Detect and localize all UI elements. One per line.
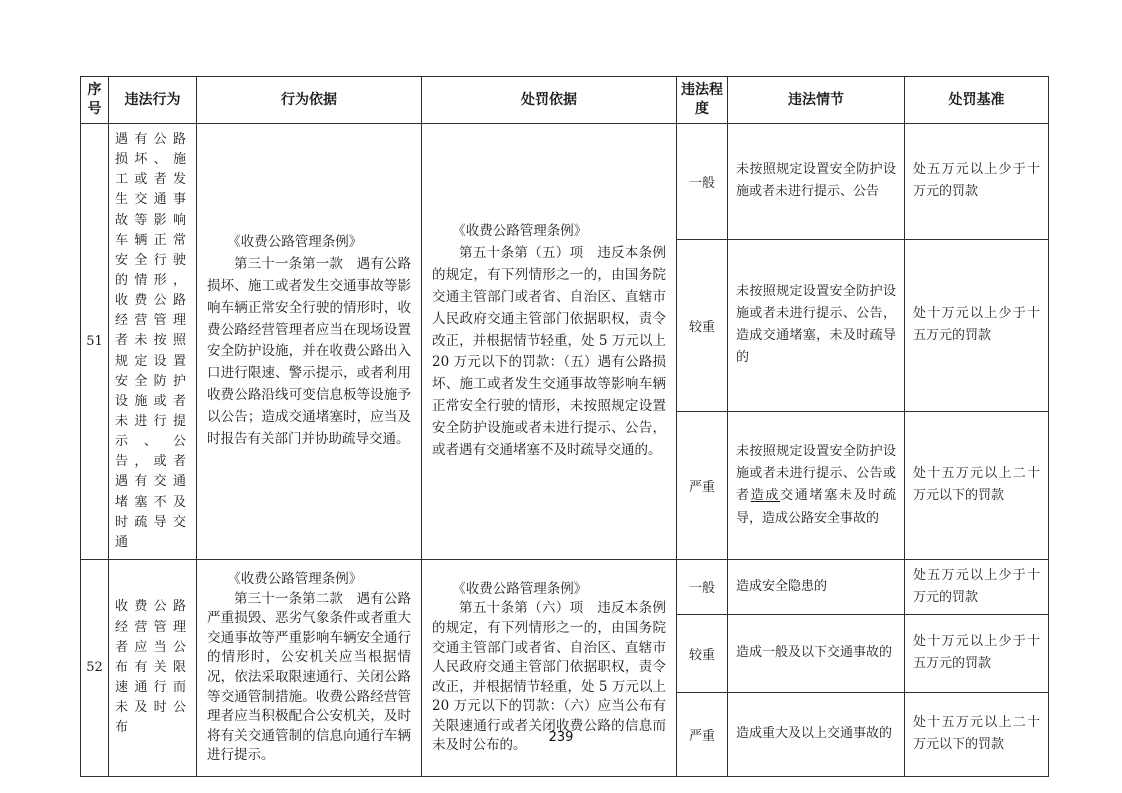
page-number: 239 — [548, 730, 574, 745]
regulation-body: 第五十条第（五）项 违反本条例的规定，有下列情形之一的，由国务院交通主管部门或者省、自治区、直辖市人民政府交通主管部门依据职权，责令改正，并根据情节轻重，处 5 万元以上 20 万元以下的罚款：（五）遇有公路损坏、施工或者发生交通事故等影响车辆正常安全行驶的情形，未按照规定设置安全防护设施或者未进行提示、公告，或者遇有交通堵塞不及时疏导交通的。 — [432, 245, 666, 458]
penalty-standard-cell: 处十五万元以上二十万元以下的罚款 — [905, 692, 1049, 776]
regulation-body: 第三十一条第一款 遇有公路损坏、施工或者发生交通事故等影响车辆正常安全行驶的情形时，收费公路经营管理者应当在现场设置安全防护设施，并在收费公路出入口进行限速、警示提示，或者利用收费公路沿线可变信息板等设施予以公告；造成交通堵塞时，应当及时报告有关部门并协助疏导交通。 — [207, 256, 411, 447]
penalty-standard-cell: 处五万元以上少于十万元的罚款 — [905, 559, 1049, 614]
table-row — [81, 124, 1049, 240]
penalty-basis-cell — [422, 124, 677, 560]
column-header-penalty-basis: 处罚依据 — [422, 77, 677, 124]
column-header-violation-circumstance: 违法情节 — [728, 77, 905, 124]
regulation-title: 《收费公路管理条例》 — [227, 234, 363, 251]
column-header-illegal-behavior: 违法行为 — [109, 77, 197, 124]
penalty-standard-cell: 处十万元以上少于十五万元的罚款 — [905, 614, 1049, 692]
regulation-body: 第五十条第（六）项 违反本条例的规定，有下列情形之一的，由国务院交通主管部门或者省、自治区、直辖市人民政府交通主管部门依据职权，责令改正，并根据情节轻重，处 5 万元以上 20 万元以下的罚款：（六）应当公布有关限速通行或者关闭收费公路的信息而未及时公布的。 — [432, 600, 666, 754]
table-row — [81, 559, 1049, 614]
circumstance-text: 造成安全隐患的 — [736, 578, 828, 594]
circumstance-text: 造成重大及以上交通事故的 — [736, 726, 893, 742]
violation-circumstance-cell — [728, 559, 905, 614]
column-header-behavior-basis: 行为依据 — [197, 77, 422, 124]
circumstance-text: 未按照规定设置安全防护设施或者未进行提示、公告，造成交通堵塞，未及时疏导的 — [736, 284, 896, 366]
violation-circumstance-cell — [728, 239, 905, 411]
behavior-basis-cell — [197, 124, 422, 560]
penalty-standard-cell: 处五万元以上少于十万元的罚款 — [905, 124, 1049, 240]
regulation-title: 《收费公路管理条例》 — [227, 571, 363, 588]
circumstance-text: 未按照规定设置安全防护设施或者未进行提示、公告或者 — [736, 444, 896, 504]
violation-circumstance-cell — [728, 614, 905, 692]
violation-degree-cell: 较重 — [677, 614, 728, 692]
column-header-penalty-standard: 处罚基准 — [905, 77, 1049, 124]
underlined-text: 造成 — [750, 488, 781, 504]
column-header-violation-degree: 违法程度 — [677, 77, 728, 124]
penalty-standard-cell: 处十五万元以上二十万元以下的罚款 — [905, 411, 1049, 559]
table-header-row — [81, 77, 1049, 124]
illegal-behavior-cell: 遇有公路损坏、施工或者发生交通事故等影响车辆正常安全行驶的情形，收费公路经营管理者未按照规定设置安全防护设施或者未进行提示、公告，或者遇有交通堵塞不及时疏导交通 — [109, 124, 197, 560]
penalty-standards-table — [80, 76, 1049, 777]
violation-degree-cell: 一般 — [677, 559, 728, 614]
regulation-body: 第三十一条第二款 遇有公路严重损毁、恶劣气象条件或者重大交通事故等严重影响车辆安全通行的情形时，公安机关应当根据情况，依法采取限速通行、关闭公路等交通管制措施。收费公路经营管理者应当积极配合公安机关，及时将有关交通管制的信息向通行车辆进行提示。 — [207, 590, 411, 764]
illegal-behavior-cell: 收费公路经营管理者应当公布有关限速通行而未及时公布 — [109, 559, 197, 776]
violation-circumstance-cell — [728, 124, 905, 240]
regulation-title: 《收费公路管理条例》 — [452, 223, 588, 240]
regulation-title: 《收费公路管理条例》 — [452, 580, 588, 597]
serial-number-cell: 52 — [81, 559, 109, 776]
violation-degree-cell: 严重 — [677, 411, 728, 559]
circumstance-text: 造成一般及以下交通事故的 — [736, 645, 893, 661]
violation-degree-cell: 较重 — [677, 239, 728, 411]
penalty-standard-cell: 处十万元以上少于十五万元的罚款 — [905, 239, 1049, 411]
circumstance-text: 未按照规定设置安全防护设施或者未进行提示、公告 — [736, 162, 896, 200]
serial-number-cell: 51 — [81, 124, 109, 560]
violation-degree-cell: 严重 — [677, 692, 728, 776]
violation-circumstance-cell — [728, 411, 905, 559]
circumstance-text: 交通堵塞未及时疏导，造成公路安全事故的 — [736, 488, 896, 526]
violation-degree-cell: 一般 — [677, 124, 728, 240]
column-header-serial-number: 序号 — [81, 77, 109, 124]
